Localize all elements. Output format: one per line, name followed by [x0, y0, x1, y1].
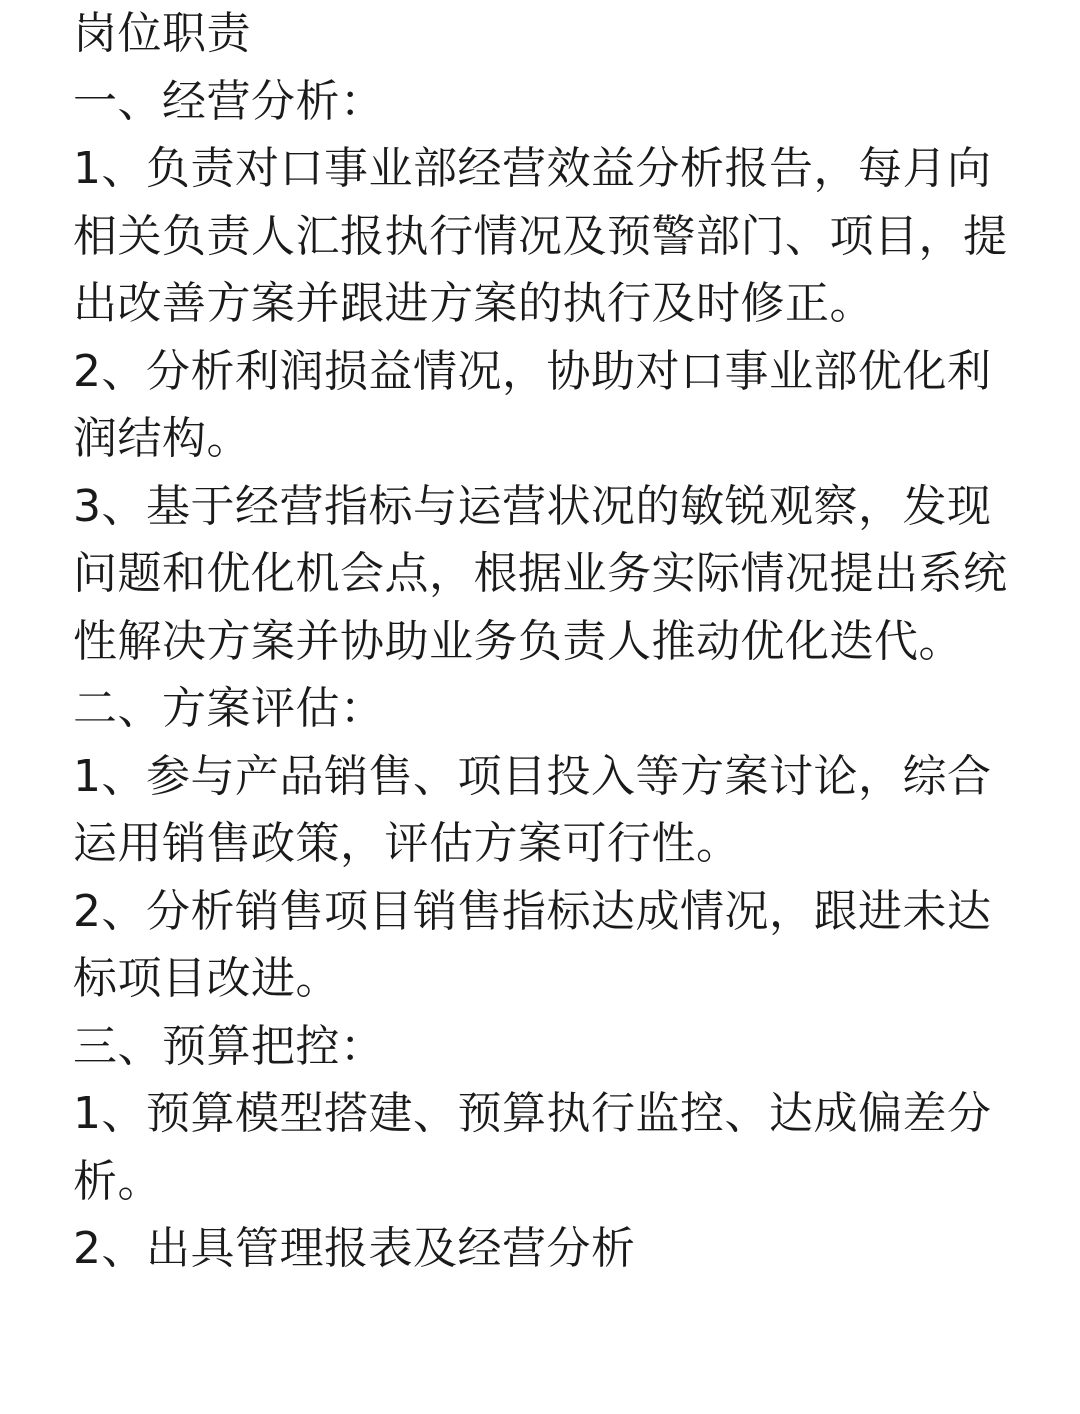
paragraph: 2、分析利润损益情况，协助对口事业部优化利润结构。: [73, 345, 992, 464]
paragraph: 2、分析销售项目销售指标达成情况，跟进未达标项目改进。: [73, 885, 992, 1004]
paragraph: 3、基于经营指标与运营状况的敏锐观察，发现问题和优化机会点，根据业务实际情况提出系统性解决方案并协助业务负责人推动优化迭代。: [73, 480, 1008, 667]
paragraph: 1、预算模型搭建、预算执行监控、达成偏差分析。: [73, 1088, 992, 1207]
heading-budget-control: 三、预算把控：: [73, 1020, 385, 1072]
paragraph: 1、参与产品销售、项目投入等方案讨论，综合运用销售政策，评估方案可行性。: [73, 750, 992, 869]
job-description-text: [73, 0, 1008, 1414]
heading-business-analysis: 一、经营分析：: [73, 75, 385, 127]
heading-plan-evaluation: 二、方案评估：: [73, 683, 385, 734]
section-title: 岗位职责: [73, 8, 251, 59]
paragraph: 2、出具管理报表及经营分析: [73, 1223, 636, 1274]
paragraph: 1、负责对口事业部经营效益分析报告，每月向相关负责人汇报执行情况及预警部门、项目，提出改善方案并跟进方案的执行及时修正。: [73, 143, 1008, 329]
